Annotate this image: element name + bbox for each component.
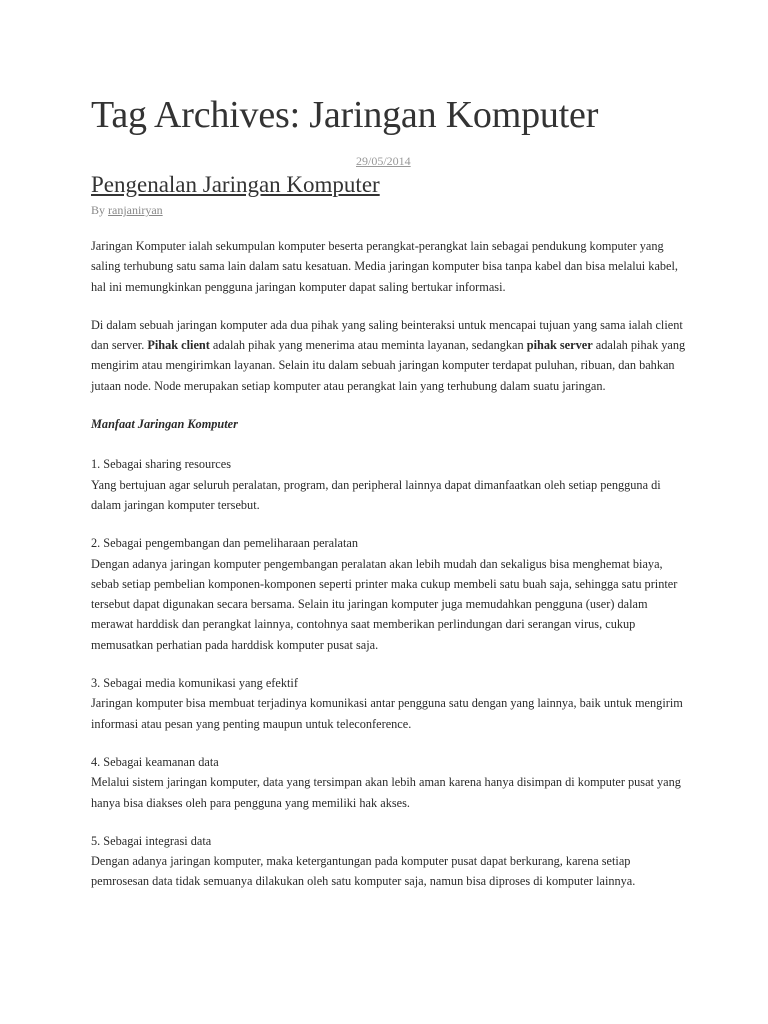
paragraph-text: adalah pihak yang menerima atau meminta layanan, sedangkan: [209, 338, 527, 353]
post-byline: [91, 203, 163, 218]
post-title-link[interactable]: Pengenalan Jaringan Komputer: [91, 172, 380, 197]
post-date-link[interactable]: 29/05/2014: [356, 154, 411, 168]
post-content: [91, 236, 691, 910]
benefit-item: [91, 831, 691, 892]
benefit-item: [91, 752, 691, 813]
author-link[interactable]: ranjaniryan: [108, 203, 163, 217]
benefit-title: 4. Sebagai keamanan data: [91, 754, 219, 769]
byline-prefix: By: [91, 203, 109, 217]
paragraph-text: adalah pihak yang mengirim atau mengirimkan layanan. Selain itu dalam sebuah jaringan komputer terdapat puluhan, ribuan, dan bahkan jutaan node. Node merupakan setiap komputer atau perangkat lain yang terhubung dalam suatu jaringan.: [91, 338, 686, 393]
benefit-item: [91, 673, 691, 734]
paragraph-text: Di dalam sebuah jaringan komputer ada dua pihak yang saling beinteraksi untuk mencapai tujuan yang sama ialah client dan server.: [91, 317, 683, 353]
benefits-subheading: Manfaat Jaringan Komputer: [91, 417, 238, 432]
benefit-title: 5. Sebagai integrasi data: [91, 833, 212, 848]
intro-paragraph: Jaringan Komputer ialah sekumpulan komputer beserta perangkat-perangkat lain sebagai pendukung komputer yang saling terhubung satu sama lain dalam satu kesatuan. Media jaringan komputer bisa tanpa kabel dan bisa melalui kabel, hal ini memungkinkan pengguna jaringan komputer dapat saling bertukar informasi.: [91, 239, 679, 294]
client-server-paragraph: [91, 315, 691, 396]
benefit-item: [91, 533, 691, 655]
archive-title: Tag Archives: Jaringan Komputer: [91, 94, 599, 136]
client-term: Pihak client: [147, 338, 210, 353]
benefit-body: Jaringan komputer bisa membuat terjadinya komunikasi antar pengguna satu dengan yang lainnya, baik untuk mengirim informasi atau pesan yang penting maupun untuk teleconference.: [91, 696, 683, 731]
benefit-title: 3. Sebagai media komunikasi yang efektif: [91, 676, 298, 691]
benefit-body: Dengan adanya jaringan komputer pengembangan peralatan akan lebih mudah dan sekaligus bisa menghemat biaya, sebab setiap pembelian komponen-komponen seperti printer maka cukup membeli satu buah saja, sehingga satu printer tersebut dapat digunakan secara bersama. Selain itu jaringan komputer juga memudahkan pengguna (user) dalam merawat harddisk dan perangkat lainnya, contohnya saat memberikan perlindungan dari serangan virus, cukup memusatkan perhatian pada harddisk komputer pusat saja.: [91, 556, 678, 652]
benefit-body: Yang bertujuan agar seluruh peralatan, program, dan peripheral lainnya dapat dimanfaatkan oleh setiap pengguna di dalam jaringan komputer tersebut.: [91, 477, 661, 512]
benefit-item: [91, 454, 691, 515]
server-term: pihak server: [526, 338, 593, 353]
benefit-body: Dengan adanya jaringan komputer, maka ketergantungan pada komputer pusat dapat berkurang, karena setiap pemrosesan data tidak semuanya dilakukan oleh satu komputer saja, namun bisa diproses di komputer lainnya.: [91, 854, 636, 889]
benefit-title: 1. Sebagai sharing resources: [91, 457, 232, 472]
benefit-body: Melalui sistem jaringan komputer, data yang tersimpan akan lebih aman karena hanya disimpan di komputer pusat yang hanya bisa diakses oleh para pengguna yang memiliki hak akses.: [91, 775, 681, 810]
benefit-title: 2. Sebagai pengembangan dan pemeliharaan peralatan: [91, 536, 358, 551]
